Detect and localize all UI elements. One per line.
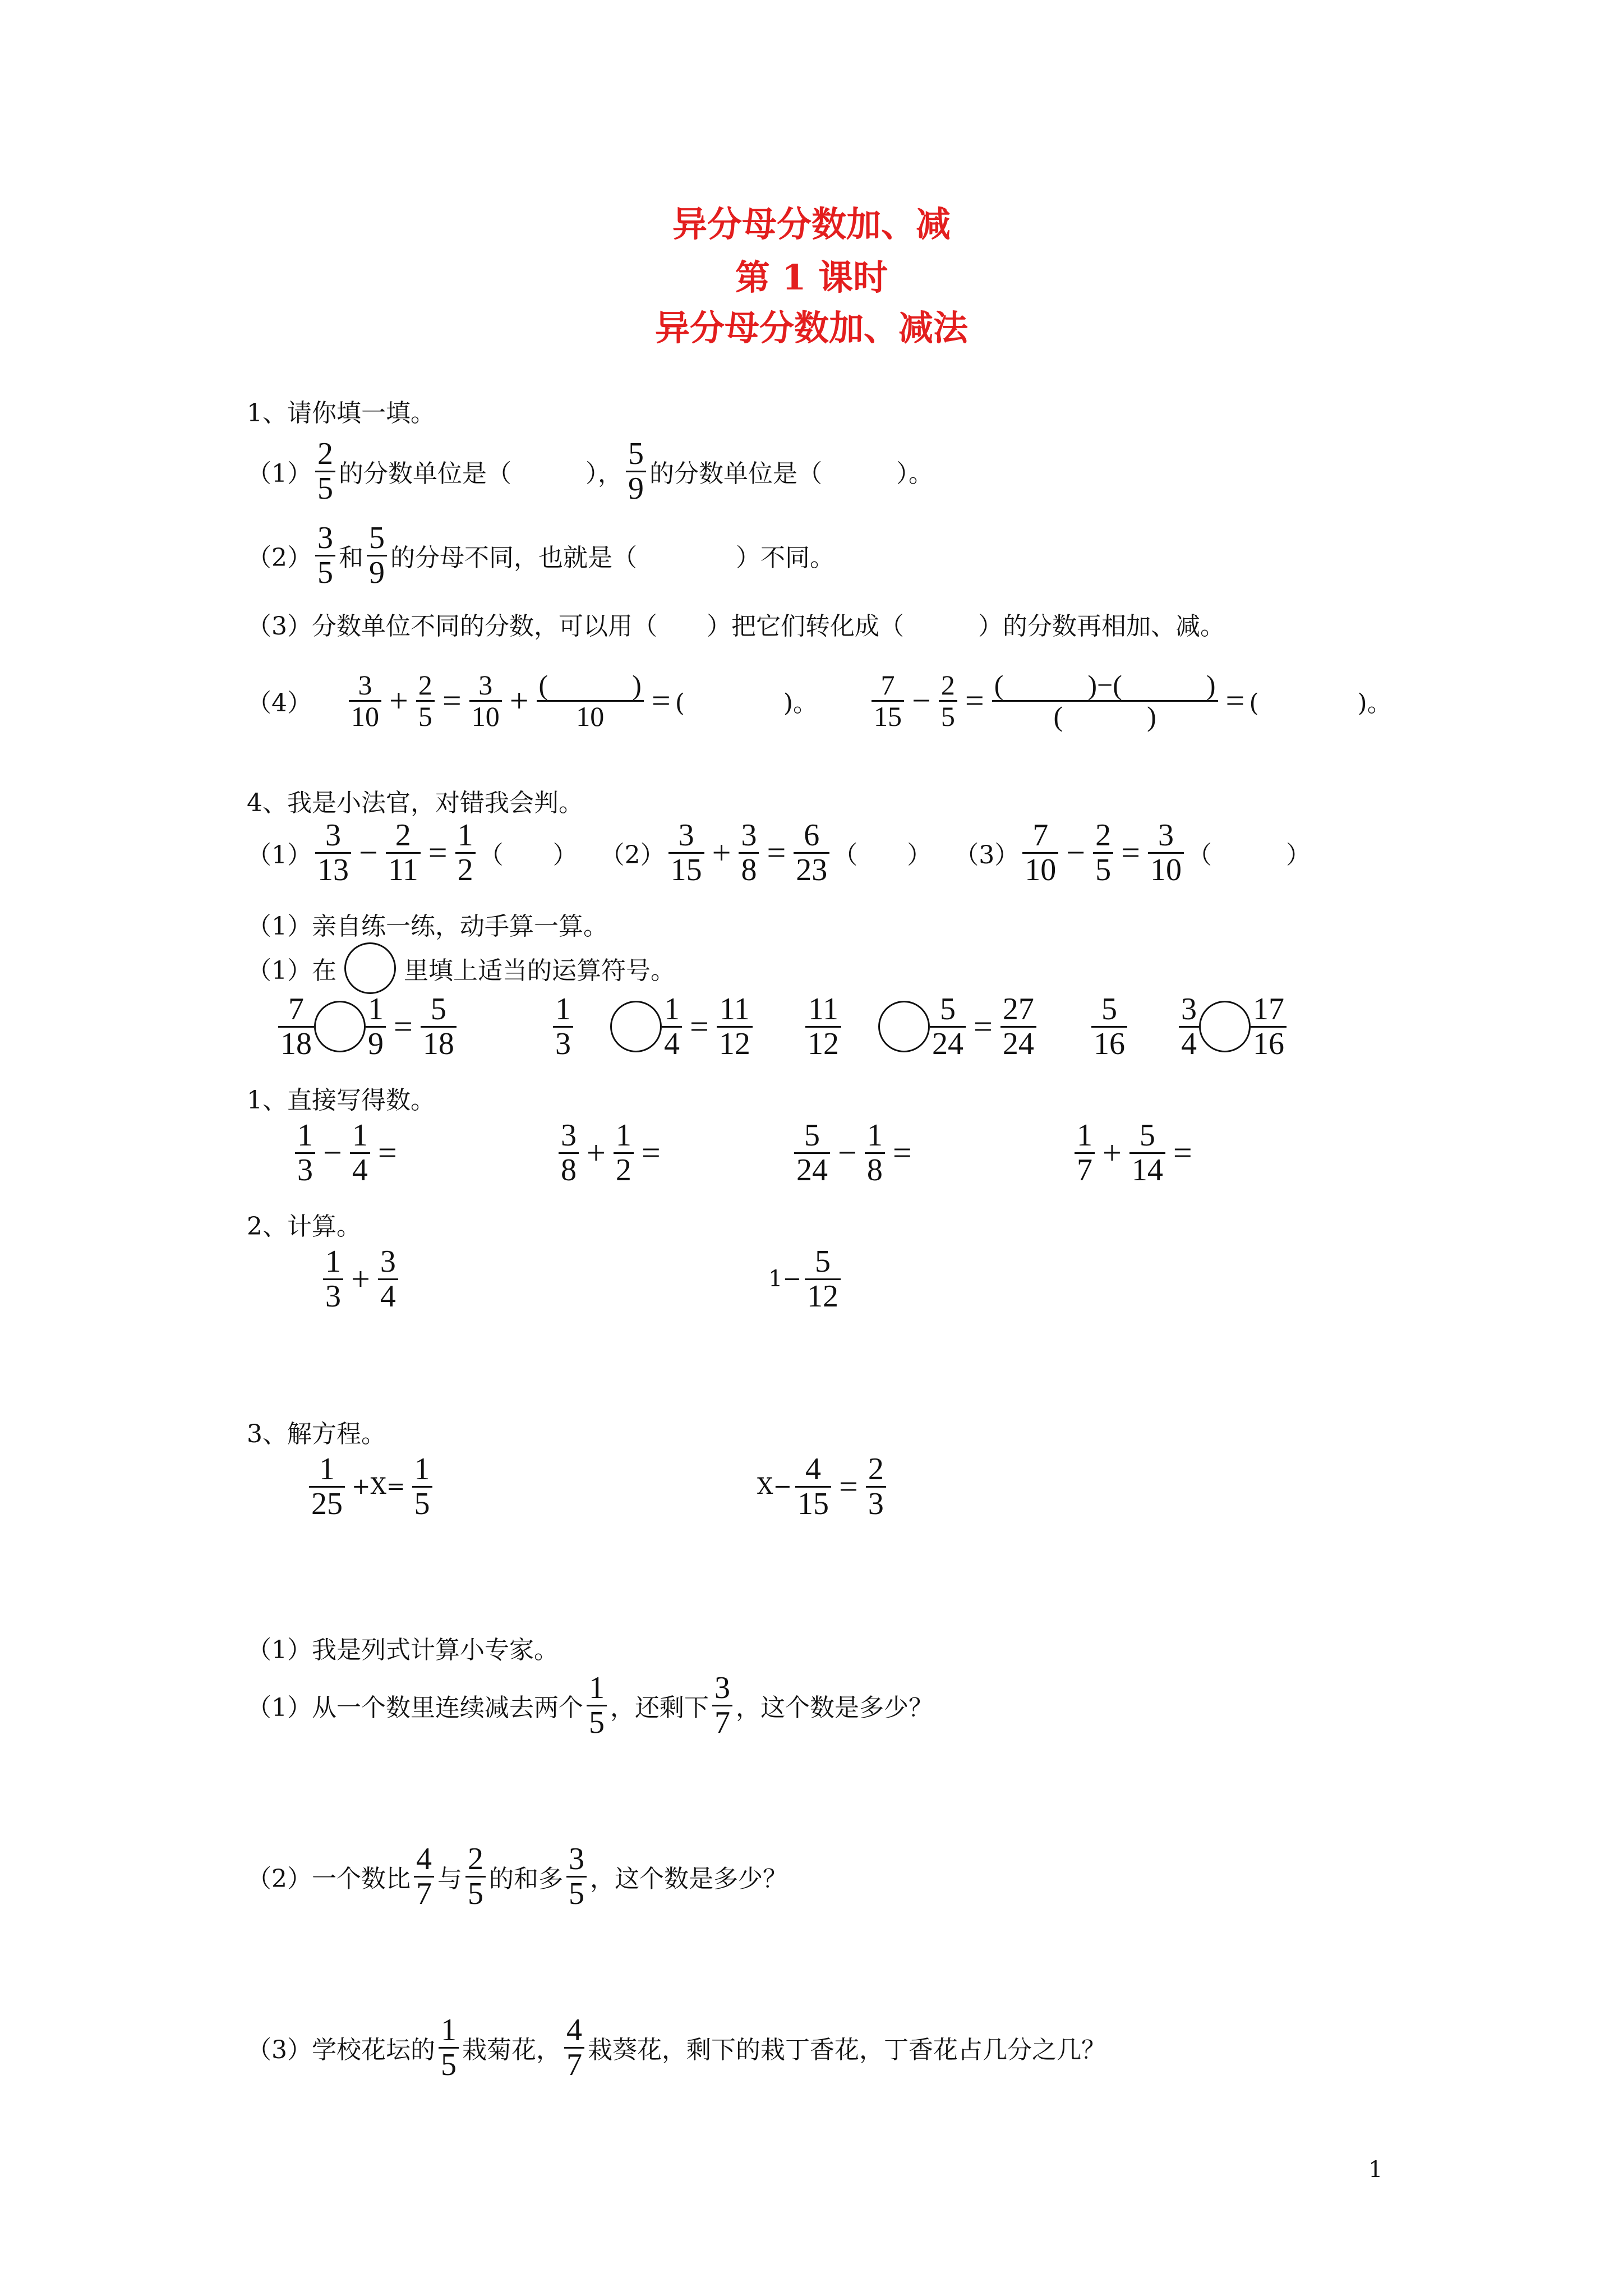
title-sub: 异分母分数加、减法: [654, 307, 968, 348]
word-q2: （2）一个数比 4 7 与 2 5 的和多 3 5 ，这个数是多少？: [247, 1842, 787, 1911]
fraction: 11 12: [805, 993, 841, 1061]
direct-item-4: 1 7 + 5 14 =: [1071, 1119, 1197, 1187]
fraction: 3 8: [739, 819, 759, 887]
word-q3: （3）学校花坛的 1 5 栽菊花， 4 7 栽葵花，剩下的栽丁香花，丁香花占几分之几？: [247, 2013, 1106, 2082]
fraction: 2 5: [315, 438, 335, 505]
practice-group-3: 11 12 5 24 = 27 24: [802, 993, 1040, 1061]
fraction: 5 12: [805, 1245, 841, 1313]
fraction: 5 9: [626, 438, 646, 505]
fraction: 1 9: [366, 993, 386, 1061]
operator-circle-input[interactable]: [610, 1001, 662, 1052]
fraction: 5 9: [367, 522, 387, 590]
fraction: 4 15: [795, 1453, 831, 1521]
calc-a: 1 3 + 3 4: [320, 1245, 402, 1313]
fraction: 2 5: [465, 1843, 486, 1911]
fraction: 5 24: [930, 993, 966, 1061]
fraction: 5 24: [794, 1119, 830, 1187]
fraction: ( ) 10: [537, 670, 644, 731]
operator-circle-input[interactable]: [314, 1001, 366, 1052]
fraction: 1 5: [412, 1453, 432, 1521]
practice-heading: （1）亲自练一练，动手算一算。: [247, 912, 608, 941]
practice-group-1: 7 18 1 9 = 5 18: [275, 993, 460, 1061]
fraction: ( )−( ) ( ): [992, 670, 1218, 731]
fraction: 3 15: [668, 819, 704, 887]
fraction: 3 7: [712, 1672, 732, 1740]
fraction: 2 5: [416, 670, 435, 731]
fraction: 1 4: [350, 1119, 370, 1187]
fraction: 3 10: [469, 670, 502, 731]
practice-group-4: [1088, 993, 1290, 1061]
title-lesson: 第 1 课时: [735, 257, 888, 298]
equation-b: X− 4 15 = 2 3: [757, 1453, 889, 1521]
direct-heading: 1、直接写得数。: [247, 1086, 435, 1115]
direct-item-1: 1 3 − 1 4 =: [292, 1119, 402, 1187]
fraction: 7 15: [872, 670, 904, 731]
fraction: 3 13: [315, 819, 351, 887]
fraction: 27 24: [1000, 993, 1036, 1061]
title-main: 异分母分数加、减: [672, 204, 951, 245]
fraction: 7 18: [278, 993, 314, 1061]
fraction: 1 3: [553, 993, 573, 1061]
q-text: 的分数单位是（ ），: [339, 459, 623, 489]
s1-q3: （3）分数单位不同的分数，可以用（ ）把它们转化成（ ）的分数再相加、减。: [247, 612, 1225, 641]
q-text: 的分数单位是（ ）。: [649, 459, 933, 489]
fraction: 4 7: [564, 2014, 584, 2082]
fraction: 1 3: [295, 1119, 315, 1187]
word-q1: （1）从一个数里连续减去两个 1 5 ，还剩下 3 7 ，这个数是多少？: [247, 1671, 933, 1740]
word-heading: （1）我是列式计算小专家。: [247, 1636, 559, 1664]
fraction: 5 18: [421, 993, 457, 1061]
operator-circle-input[interactable]: [878, 1001, 930, 1052]
operator-circle-input[interactable]: [1199, 1001, 1251, 1052]
s1-q1: [247, 438, 933, 505]
fraction: 3 10: [1148, 819, 1184, 887]
fraction: 3 5: [566, 1843, 587, 1911]
calc-b: 1− 5 12: [768, 1245, 844, 1313]
fraction: 2 11: [386, 819, 421, 887]
fraction: 1 2: [614, 1119, 634, 1187]
fraction: 5 16: [1091, 993, 1127, 1061]
fraction: 7 10: [1022, 819, 1058, 887]
fraction: 6 23: [794, 819, 829, 887]
s4-items: （1） 3 13 − 2 11 = 1 2 （ ） （2） 3 15 + 3 8 = 6 23 （ ） （3） 7 10 − 2 5 = 3 10 （ ）: [247, 818, 1311, 887]
fraction: 1 8: [865, 1119, 885, 1187]
fraction: 3 5: [315, 522, 335, 590]
fraction: 2 5: [939, 670, 957, 731]
fraction: 3 4: [378, 1245, 398, 1313]
fraction: 11 12: [717, 993, 753, 1061]
fraction: 17 16: [1251, 993, 1287, 1061]
equation-heading: 3、解方程。: [247, 1420, 386, 1448]
s1-q4: （4） 3 10 + 2 5 = 3 10 + ( ) 10 = ( )。 7 15 − 2 5 = ( )−( ) ( ) = ( )。: [247, 669, 1392, 732]
fraction: 2 3: [866, 1453, 886, 1521]
practice-fill-instruction: （1）在 里填上适当的运算符号。: [247, 942, 675, 994]
fraction: 1 25: [309, 1453, 345, 1521]
calc-heading: 2、计算。: [247, 1212, 361, 1241]
operator-circle-sample: [344, 942, 396, 994]
fraction: 1 2: [455, 819, 476, 887]
page-number: 1: [1368, 2157, 1383, 2183]
section-1-heading: 1、请你填一填。: [247, 399, 435, 427]
fraction: 1 7: [1075, 1119, 1095, 1187]
fraction: 1 4: [662, 993, 682, 1061]
fraction: 1 3: [323, 1245, 343, 1313]
equation-a: 1 25 +X= 1 5: [306, 1453, 436, 1521]
s1-q2: （2） 3 5 和 5 9 的分母不同，也就是（ ）不同。: [247, 521, 834, 590]
fraction: 4 7: [414, 1843, 434, 1911]
fraction: 3 10: [349, 670, 381, 731]
fraction: 1 5: [587, 1672, 607, 1740]
section-4-heading: 4、我是小法官，对错我会判。: [247, 789, 583, 817]
fraction: 3 8: [559, 1119, 579, 1187]
q-label: （1）: [247, 459, 312, 489]
fraction: 3 4: [1179, 993, 1199, 1061]
fraction: 2 5: [1093, 819, 1113, 887]
direct-item-2: 3 8 + 1 2 =: [555, 1119, 665, 1187]
direct-item-3: 5 24 − 1 8 =: [791, 1119, 916, 1187]
practice-group-2: 1 3 1 4 = 11 12: [550, 993, 756, 1061]
fraction: 5 14: [1129, 1119, 1165, 1187]
fraction: 1 5: [439, 2014, 459, 2082]
